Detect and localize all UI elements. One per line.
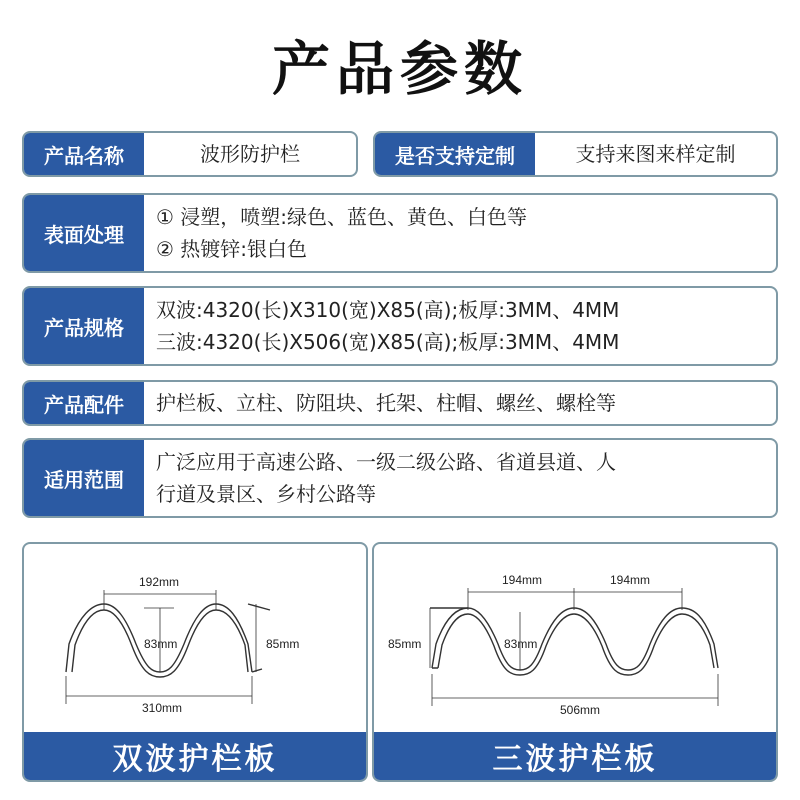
usage-scope-line: 广泛应用于高速公路、一级二级公路、省道县道、人 <box>156 450 616 474</box>
triple-wave-diagram <box>374 544 776 734</box>
customization-value: 支持来图来样定制 <box>575 142 736 166</box>
triple-wave-inner-depth-label: 83mm <box>504 637 538 651</box>
customization-label: 是否支持定制 <box>375 133 535 175</box>
product-name-row <box>22 131 358 177</box>
specification-row <box>22 286 778 366</box>
triple-wave-flange <box>430 608 468 668</box>
double-wave-width-label: 310mm <box>142 701 183 715</box>
triple-wave-profile-outer <box>432 608 718 670</box>
specification-label: 产品规格 <box>24 288 144 364</box>
double-wave-caption: 双波护栏板 <box>24 732 366 780</box>
product-name-label: 产品名称 <box>24 133 144 175</box>
specification-value <box>156 288 768 364</box>
accessories-value: 护栏板、立柱、防阻块、托架、柱帽、螺丝、螺栓等 <box>156 391 616 415</box>
double-wave-inner-depth-label: 83mm <box>144 637 178 651</box>
usage-scope-line: 行道及景区、乡村公路等 <box>156 482 376 506</box>
accessories-label: 产品配件 <box>24 382 144 424</box>
triple-wave-caption: 三波护栏板 <box>374 732 776 780</box>
triple-wave-profile-inner <box>438 614 714 675</box>
usage-scope-label: 适用范围 <box>24 440 144 516</box>
surface-treatment-label: 表面处理 <box>24 195 144 271</box>
usage-scope-row <box>22 438 778 518</box>
triple-wave-pitch-right-label: 194mm <box>610 573 651 587</box>
surface-treatment-row <box>22 193 778 273</box>
triple-wave-pitch-left-label: 194mm <box>502 573 543 587</box>
page-title: 产品参数 <box>271 35 528 103</box>
double-wave-height-label: 85mm <box>266 637 300 651</box>
specification-line: 三波:4320(长)X506(宽)X85(高);板厚:3MM、4MM <box>156 330 620 354</box>
product-name-value: 波形防护栏 <box>200 142 300 166</box>
surface-treatment-line: ② 热镀锌:银白色 <box>156 237 308 261</box>
accessories-row <box>22 380 778 426</box>
triple-wave-height-label: 85mm <box>388 637 422 651</box>
double-wave-pitch-label: 192mm <box>139 575 180 589</box>
specification-line: 双波:4320(长)X310(宽)X85(高);板厚:3MM、4MM <box>156 298 620 322</box>
double-wave-panel <box>22 542 368 782</box>
triple-wave-panel <box>372 542 778 782</box>
surface-treatment-line: ① 浸塑，喷塑:绿色、蓝色、黄色、白色等 <box>156 205 528 229</box>
customization-row <box>373 131 778 177</box>
surface-treatment-value <box>156 195 768 271</box>
triple-wave-width-label: 506mm <box>560 703 601 717</box>
double-wave-diagram <box>24 544 366 734</box>
usage-scope-value <box>156 440 768 516</box>
